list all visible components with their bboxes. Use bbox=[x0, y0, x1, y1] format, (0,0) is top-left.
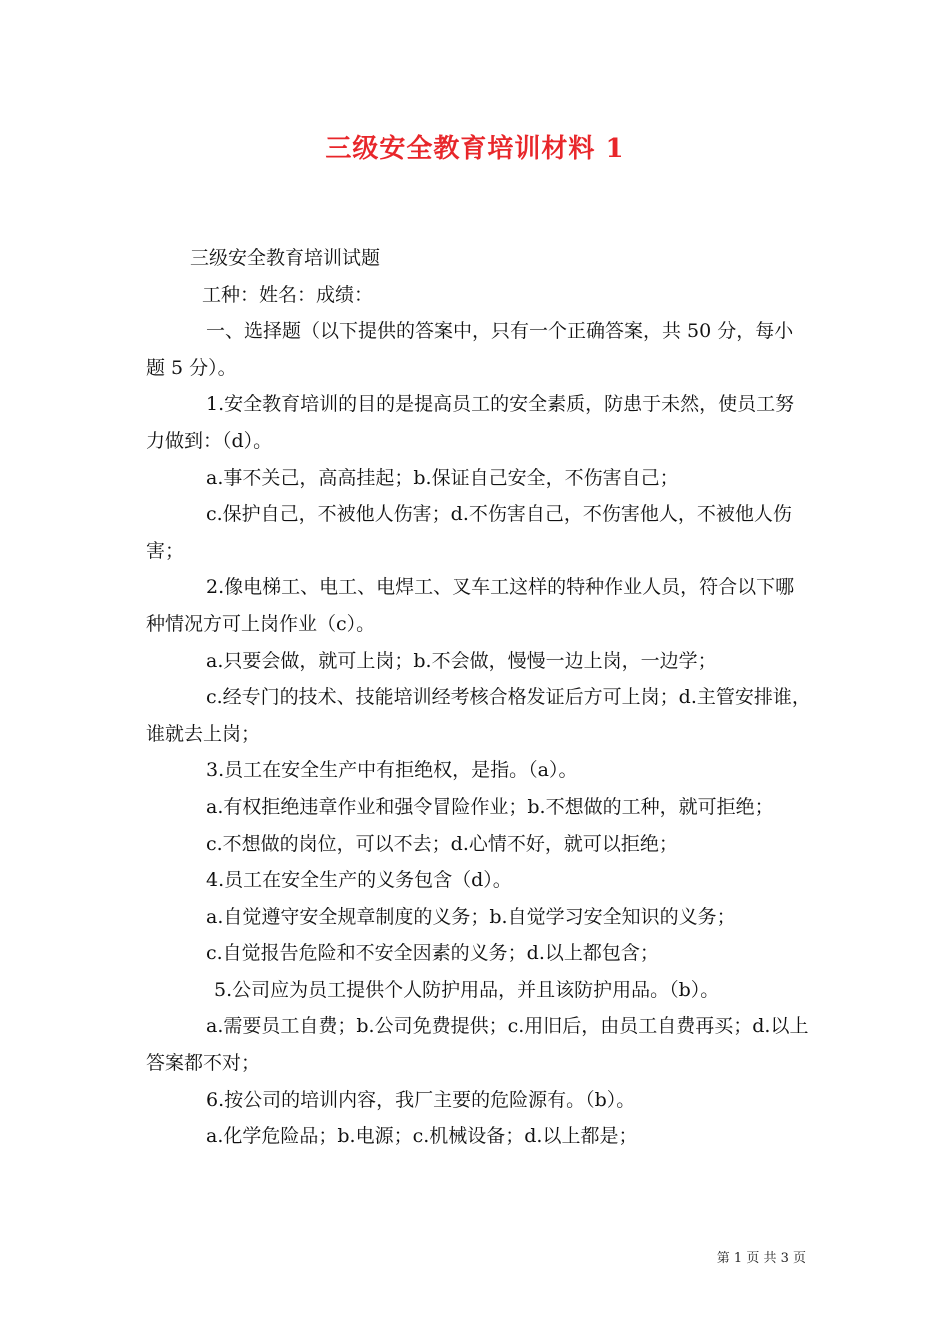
question-2-options-ab: a.只要会做，就可上岗；b.不会做，慢慢一边上岗，一边学； bbox=[206, 649, 717, 672]
document-body bbox=[146, 240, 812, 1155]
question-5: 5.公司应为员工提供个人防护用品，并且该防护用品。（b）。 bbox=[214, 978, 720, 1001]
question-1-options-cd: c.保护自己，不被他人伤害；d.不伤害自己，不伤害他人，不被他人伤害； bbox=[146, 503, 792, 562]
section-heading: 三级安全教育培训试题 bbox=[190, 247, 381, 269]
page-indicator: 第 1 页 共 3 页 bbox=[716, 1251, 806, 1266]
question-2-options-cd: c.经专门的技术、技能培训经考核合格发证后方可上岗；d.主管安排谁，谁就去上岗； bbox=[146, 686, 811, 745]
question-3-options-ab: a.有权拒绝违章作业和强令冒险作业；b.不想做的工种，就可拒绝； bbox=[206, 795, 774, 818]
form-fields-line: 工种：姓名：成绩： bbox=[202, 283, 374, 306]
question-4: 4.员工在安全生产的义务包含（d）。 bbox=[206, 869, 512, 892]
question-4-options-cd: c.自觉报告危险和不安全因素的义务；d.以上都包含； bbox=[206, 942, 659, 965]
question-5-options: a.需要员工自费；b.公司免费提供；c.用旧后，由员工自费再买；d.以上答案都不对； bbox=[146, 1015, 809, 1075]
question-3: 3.员工在安全生产中有拒绝权，是指。（a）。 bbox=[206, 759, 578, 782]
document-title: 三级安全教育培训材料 1 bbox=[325, 134, 625, 164]
question-1: 1.安全教育培训的目的是提高员工的安全素质，防患于未然，使员工努力做到：（d）。 bbox=[146, 393, 795, 452]
question-3-options-cd: c.不想做的岗位，可以不去；d.心情不好，就可以拒绝； bbox=[206, 832, 678, 855]
question-6: 6.按公司的培训内容，我厂主要的危险源有。（b）。 bbox=[206, 1088, 636, 1111]
question-2: 2.像电梯工、电工、电焊工、叉车工这样的特种作业人员，符合以下哪种情况方可上岗作业（c）。 bbox=[146, 576, 795, 635]
question-6-options: a.化学危险品；b.电源；c.机械设备；d.以上都是； bbox=[206, 1125, 638, 1148]
question-1-options-ab: a.事不关己，高高挂起；b.保证自己安全，不伤害自己； bbox=[206, 466, 679, 489]
question-4-options-ab: a.自觉遵守安全规章制度的义务；b.自觉学习安全知识的义务； bbox=[206, 905, 736, 928]
instructions-paragraph: 一、选择题（以下提供的答案中，只有一个正确答案，共 50 分，每小题 5 分）。 bbox=[146, 320, 794, 379]
